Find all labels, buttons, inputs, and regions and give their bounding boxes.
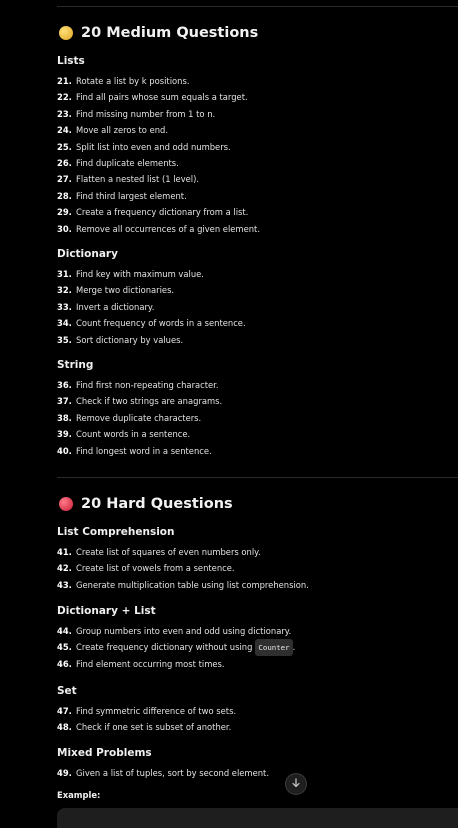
question-text: Count frequency of words in a sentence. [76, 318, 246, 329]
section-heading-set: Set [57, 685, 77, 697]
question-text: Create list of squares of even numbers only. [76, 547, 261, 557]
medium-heading [59, 25, 258, 41]
section-heading-dictionary-list: Dictionary + List [57, 605, 156, 617]
section-heading-lists: Lists [57, 55, 85, 67]
question-number: 40. [57, 445, 72, 456]
question-number: 35. [57, 334, 72, 345]
question-item [57, 560, 309, 576]
section-heading-dictionary: Dictionary [57, 248, 118, 260]
question-text: Find longest word in a sentence. [76, 445, 212, 456]
question-number: 21. [57, 76, 72, 86]
question-item [57, 122, 260, 138]
question-item [57, 719, 236, 735]
question-item [57, 282, 246, 298]
question-item [57, 171, 260, 187]
section-heading-string: String [57, 359, 94, 371]
question-number: 44. [57, 626, 72, 636]
question-text: Find first non-repeating character. [76, 380, 219, 390]
question-item [57, 332, 246, 348]
question-number: 41. [57, 547, 72, 557]
question-item [57, 443, 222, 459]
question-text: Find element occurring most times. [76, 658, 225, 669]
dictionary-list-questions [57, 623, 295, 672]
question-text: Remove duplicate characters. [76, 412, 202, 423]
question-item [57, 155, 260, 171]
question-item [57, 393, 222, 409]
question-number: 47. [57, 706, 72, 716]
question-number: 32. [57, 285, 72, 296]
question-number: 33. [57, 301, 72, 312]
question-text: Create a frequency dictionary from a list. [76, 207, 249, 218]
question-number: 36. [57, 380, 72, 390]
question-text: Merge two dictionaries. [76, 285, 175, 296]
question-item [57, 656, 295, 672]
section-heading-list-comprehension: List Comprehension [57, 526, 175, 538]
hard-heading [59, 496, 233, 512]
red-circle-icon [59, 497, 73, 511]
question-text: Remove all occurrences of a given element. [76, 223, 260, 234]
example-label: Example: [57, 790, 101, 800]
question-number: 26. [57, 157, 72, 168]
question-text: Split list into even and odd numbers. [76, 141, 231, 152]
question-text: Find duplicate elements. [76, 157, 179, 168]
question-text: Find all pairs whose sum equals a target. [76, 92, 248, 103]
question-text: Check if one set is subset of another. [76, 722, 232, 733]
question-text: Check if two strings are anagrams. [76, 396, 223, 407]
question-item [57, 188, 260, 204]
question-text: Sort dictionary by values. [76, 334, 184, 345]
divider-top [57, 6, 458, 7]
question-item [57, 266, 246, 282]
question-item [57, 139, 260, 155]
question-item [57, 623, 295, 639]
question-item [57, 703, 236, 719]
question-item [57, 73, 260, 89]
question-item [57, 221, 260, 237]
question-number: 24. [57, 125, 72, 136]
question-item [57, 765, 269, 781]
question-text: Find third largest element. [76, 190, 187, 201]
question-text: Rotate a list by k positions. [76, 76, 190, 86]
question-item [57, 299, 246, 315]
mixed-problems-questions [57, 765, 269, 781]
question-number: 27. [57, 174, 72, 185]
question-text: Invert a dictionary. [76, 301, 155, 312]
question-number: 28. [57, 190, 72, 201]
question-item [57, 410, 222, 426]
yellow-circle-icon [59, 26, 73, 40]
question-item [57, 89, 260, 105]
question-item [57, 426, 222, 442]
question-item [57, 204, 260, 220]
question-item [57, 106, 260, 122]
question-number: 23. [57, 108, 72, 119]
question-text: Count words in a sentence. [76, 429, 191, 440]
question-number: 42. [57, 563, 72, 574]
question-number: 43. [57, 579, 72, 590]
code-block [57, 808, 458, 828]
list-comprehension-questions [57, 544, 309, 593]
inline-code: Counter [255, 639, 292, 655]
question-number: 22. [57, 92, 72, 103]
question-number: 45. [57, 642, 72, 653]
question-text: Find key with maximum value. [76, 269, 204, 279]
dictionary-questions [57, 266, 246, 348]
question-item [57, 639, 295, 655]
set-questions [57, 703, 236, 736]
question-text: Find symmetric difference of two sets. [76, 706, 237, 716]
question-number: 46. [57, 658, 72, 669]
question-number: 48. [57, 722, 72, 733]
question-text: Move all zeros to end. [76, 125, 169, 136]
question-text-suffix: . [292, 642, 296, 653]
question-number: 29. [57, 207, 72, 218]
arrow-down-icon [291, 778, 301, 791]
question-number: 25. [57, 141, 72, 152]
question-number: 37. [57, 396, 72, 407]
question-number: 31. [57, 269, 72, 279]
question-item [57, 544, 309, 560]
question-number: 39. [57, 429, 72, 440]
string-questions [57, 377, 222, 459]
question-number: 30. [57, 223, 72, 234]
lists-questions [57, 73, 260, 237]
question-text: Flatten a nested list (1 level). [76, 174, 200, 185]
question-item [57, 377, 222, 393]
question-number: 38. [57, 412, 72, 423]
question-text: Generate multiplication table using list comprehension. [76, 579, 309, 590]
question-text: Create list of vowels from a sentence. [76, 563, 235, 574]
question-item [57, 577, 309, 593]
scroll-to-bottom-button[interactable] [285, 773, 307, 795]
question-text: Group numbers into even and odd using dictionary. [76, 626, 292, 636]
question-number: 49. [57, 768, 72, 778]
question-text: Given a list of tuples, sort by second element. [76, 768, 270, 778]
question-item [57, 315, 246, 331]
question-text: Find missing number from 1 to n. [76, 108, 216, 119]
question-number: 34. [57, 318, 72, 329]
medium-title: 20 Medium Questions [81, 25, 259, 41]
hard-title: 20 Hard Questions [81, 496, 233, 512]
divider-middle [57, 477, 458, 478]
section-heading-mixed-problems: Mixed Problems [57, 747, 152, 759]
question-text: Create frequency dictionary without using [76, 642, 253, 653]
